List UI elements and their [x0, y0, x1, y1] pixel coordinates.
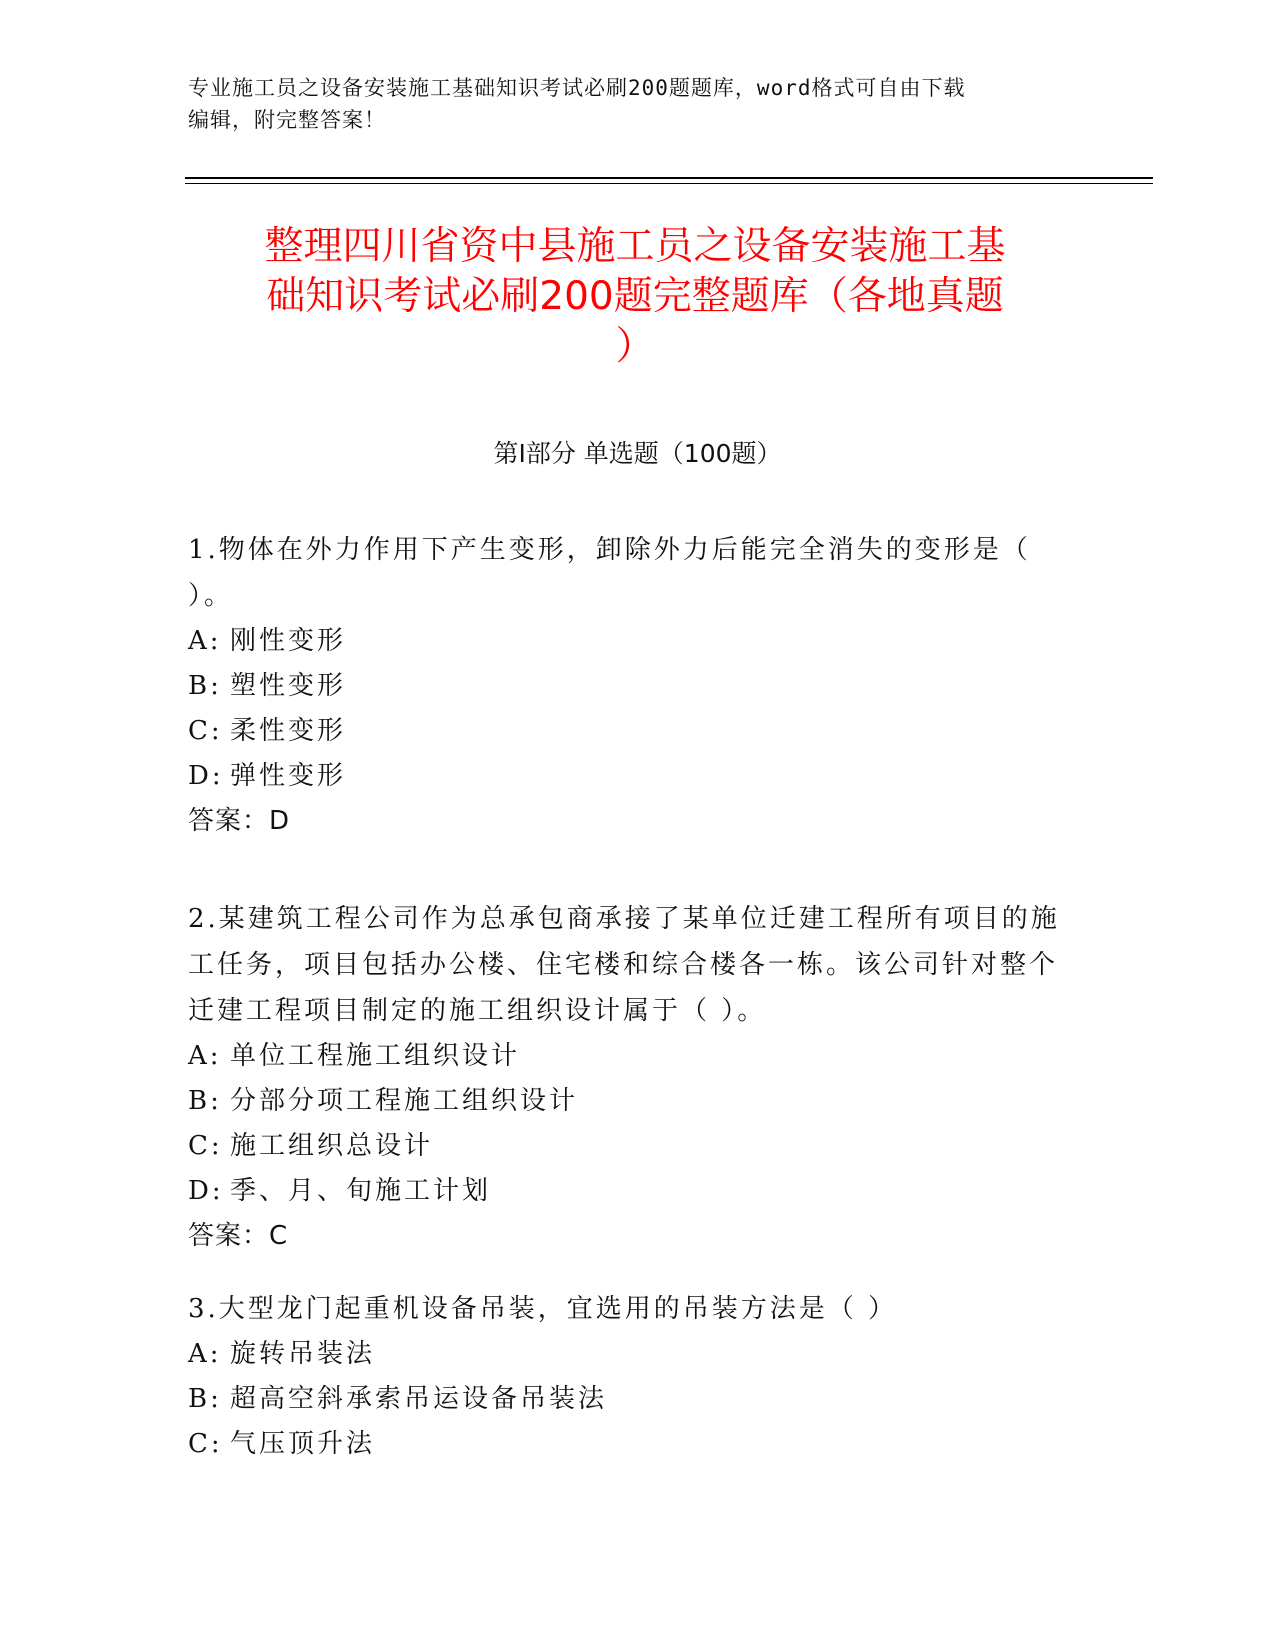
answer-line: 答案：D: [188, 806, 291, 836]
question-block: [188, 1286, 1068, 1467]
option-letter: A:: [188, 1339, 222, 1369]
header-divider-thin: [185, 183, 1153, 184]
option-b: [188, 1377, 1068, 1422]
question-stem: 2.某建筑工程公司作为总承包商承接了某单位迁建工程所有项目的施工任务，项目包括办公楼、住宅楼和综合楼各一栋。该公司针对整个迁建工程项目制定的施工组织设计属于（ ）。: [188, 904, 1060, 1026]
question-block: [188, 896, 1068, 1259]
document-title: [195, 222, 1075, 372]
option-letter: A:: [188, 1041, 222, 1071]
document-title-line2: 础知识考试必刷200题完整题库（各地真题: [266, 274, 1004, 319]
option-letter: C:: [188, 1429, 223, 1459]
option-text: 弹性变形: [230, 761, 347, 791]
header-divider-thick: [185, 177, 1153, 179]
option-text: 柔性变形: [230, 716, 347, 746]
option-text: 旋转吊装法: [230, 1339, 376, 1369]
option-letter: C:: [188, 1131, 223, 1161]
option-letter: B:: [188, 1086, 222, 1116]
option-text: 季、月、旬施工计划: [230, 1176, 492, 1206]
option-b: [188, 1079, 1068, 1124]
answer-line: 答案：C: [188, 1221, 289, 1251]
option-text: 塑性变形: [230, 671, 347, 701]
option-text: 施工组织总设计: [230, 1131, 434, 1161]
header-note-line1: 专业施工员之设备安装施工基础知识考试必刷200题题库，word格式可自由下载: [188, 76, 966, 100]
option-letter: C:: [188, 716, 223, 746]
option-text: 单位工程施工组织设计: [230, 1041, 521, 1071]
option-letter: B:: [188, 671, 222, 701]
option-text: 气压顶升法: [230, 1429, 376, 1459]
option-d: [188, 754, 1068, 799]
option-letter: D:: [188, 761, 224, 791]
document-title-line3: ）: [615, 324, 655, 369]
option-b: [188, 664, 1068, 709]
option-c: [188, 1422, 1068, 1467]
option-letter: B:: [188, 1384, 222, 1414]
option-c: [188, 1124, 1068, 1169]
question-block: [188, 527, 1068, 844]
header-note: [188, 72, 1088, 136]
option-text: 分部分项工程施工组织设计: [230, 1086, 579, 1116]
question-stem: 3.大型龙门起重机设备吊装，宜选用的吊装方法是（ ）: [188, 1294, 898, 1324]
option-letter: D:: [188, 1176, 224, 1206]
option-a: [188, 1034, 1068, 1079]
header-note-line2: 编辑，附完整答案！: [188, 108, 386, 132]
option-text: 刚性变形: [230, 626, 347, 656]
document-title-line1: 整理四川省资中县施工员之设备安装施工基: [264, 224, 1006, 269]
option-letter: A:: [188, 626, 222, 656]
option-d: [188, 1169, 1068, 1214]
option-text: 超高空斜承索吊运设备吊装法: [230, 1384, 608, 1414]
question-stem: 1.物体在外力作用下产生变形，卸除外力后能完全消失的变形是（ ）。: [188, 535, 1031, 611]
section-heading: 第I部分 单选题（100题）: [493, 439, 782, 468]
option-a: [188, 619, 1068, 664]
option-a: [188, 1332, 1068, 1377]
option-c: [188, 709, 1068, 754]
